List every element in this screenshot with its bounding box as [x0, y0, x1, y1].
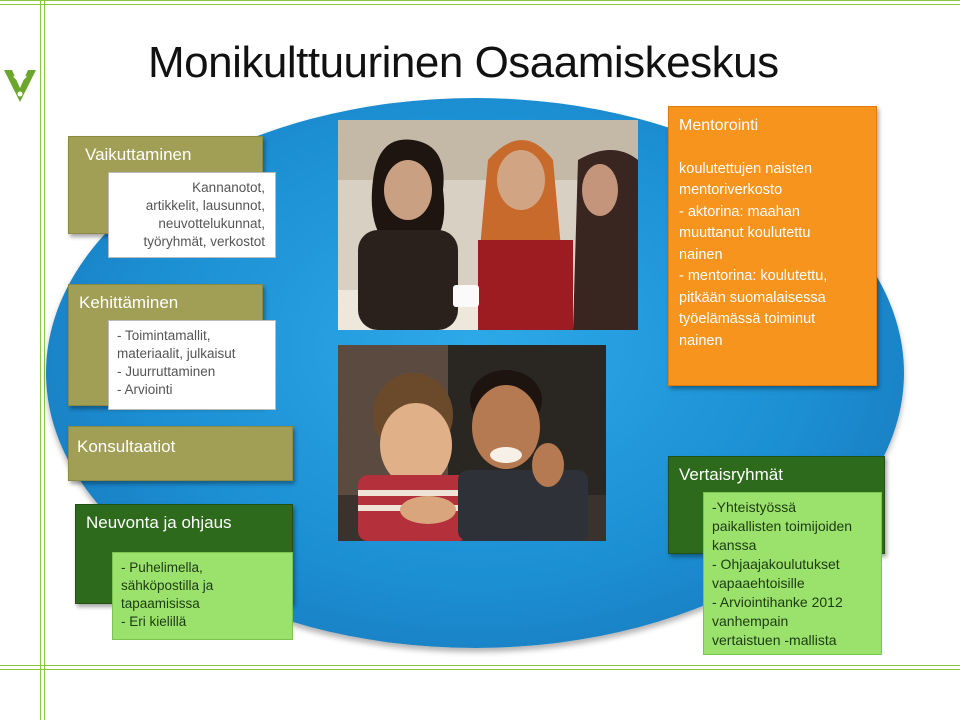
detail-line: - Arviointihanke 2012: [712, 594, 843, 610]
detail-line: paikallisten toimijoiden: [712, 518, 853, 534]
bottom-stripe: [0, 665, 960, 666]
detail-line: vertaistuen -mallista: [712, 632, 837, 648]
kehittaminen-heading: Kehittäminen: [79, 293, 179, 312]
konsultaatiot-heading: Konsultaatiot: [77, 437, 176, 456]
detail-line: - Puhelimella,: [121, 560, 203, 575]
left-rule: [40, 0, 41, 720]
detail-line: nainen: [679, 332, 723, 349]
left-rule: [44, 0, 45, 720]
page-title: Monikulttuurinen Osaamiskeskus: [148, 38, 779, 87]
detail-line: pitkään suomalaisessa: [679, 289, 826, 306]
detail-line: materiaalit, julkaisut: [117, 346, 236, 361]
vertaisryhmat-heading: Vertaisryhmät: [679, 465, 783, 484]
detail-line: muuttanut koulutettu: [679, 225, 811, 241]
top-stripe: [0, 4, 960, 5]
detail-line: - Arviointi: [117, 382, 173, 397]
detail-line: nainen: [679, 246, 723, 263]
mentorointi-box: [668, 106, 877, 386]
detail-line: - Juurruttaminen: [117, 364, 216, 379]
detail-line: mentoriverkosto: [679, 182, 783, 198]
detail-line: koulutettujen naisten: [679, 160, 813, 177]
vaikuttaminen-details: [108, 172, 276, 258]
photo-women: [338, 120, 638, 330]
top-stripe: [0, 0, 960, 1]
detail-line: vapaaehtoisille: [712, 575, 805, 591]
detail-line: työelämässä toiminut: [679, 311, 816, 327]
detail-line: neuvottelukunnat,: [158, 216, 265, 231]
detail-line: - mentorina: koulutettu,: [679, 268, 828, 284]
detail-line: vanhempain: [712, 613, 789, 629]
vertaisryhmat-details: [703, 492, 882, 655]
vaikuttaminen-heading: Vaikuttaminen: [85, 145, 192, 164]
detail-line: työryhmät, verkostot: [143, 234, 265, 249]
detail-line: - aktorina: maahan: [679, 203, 800, 220]
mentorointi-heading: Mentorointi: [679, 117, 759, 134]
detail-line: Kannanotot,: [192, 180, 265, 195]
detail-line: -Yhteistyössä: [712, 499, 797, 515]
detail-line: - Ohjaajakoulutukset: [712, 556, 840, 572]
detail-line: - Eri kielillä: [121, 614, 187, 629]
detail-line: - Toimintamallit,: [117, 328, 211, 343]
bottom-stripe: [0, 669, 960, 670]
detail-line: sähköpostilla ja: [121, 578, 214, 593]
konsultaatiot-box: [68, 426, 293, 481]
detail-line: tapaamisissa: [121, 596, 200, 611]
detail-line: artikkelit, lausunnot,: [145, 198, 265, 213]
photo-children: [338, 345, 606, 541]
kehittaminen-details: [108, 320, 276, 410]
neuvonta-details: [112, 552, 293, 640]
neuvonta-heading: Neuvonta ja ohjaus: [86, 513, 232, 532]
detail-line: kanssa: [712, 537, 757, 553]
logo-icon: [2, 64, 38, 108]
